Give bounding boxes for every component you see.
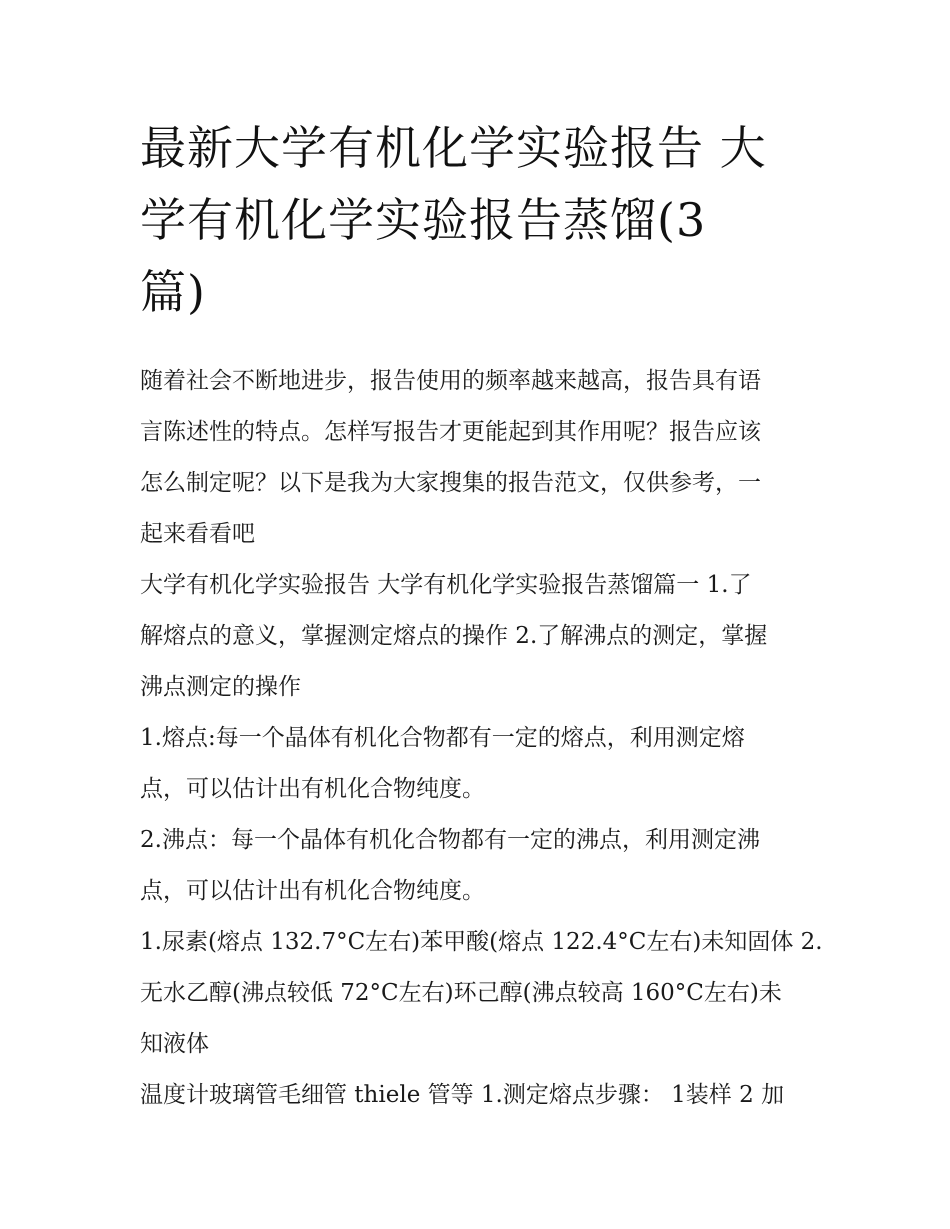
title-line: 最新大学有机化学实验报告 大 [140, 121, 767, 175]
body-line: 无水乙醇(沸点较低 72°C左右)环己醇(沸点较高 160°C左右)未 [140, 980, 782, 1006]
body-line: 点，可以估计出有机化合物纯度。 [140, 776, 485, 802]
body-line: 解熔点的意义，掌握测定熔点的操作 2.了解沸点的测定，掌握 [140, 623, 768, 649]
body-line: 2.沸点：每一个晶体有机化合物都有一定的沸点，利用测定沸 [140, 827, 760, 853]
body-line: 点，可以估计出有机化合物纯度。 [140, 878, 485, 904]
body-line: 1.尿素(熔点 132.7°C左右)苯甲酸(熔点 122.4°C左右)未知固体 2. [140, 929, 823, 955]
body-line: 随着社会不断地进步，报告使用的频率越来越高，报告具有语 [140, 368, 761, 394]
body-line: 怎么制定呢？以下是我为大家搜集的报告范文，仅供参考，一 [140, 470, 761, 496]
body-line: 言陈述性的特点。怎样写报告才更能起到其作用呢？报告应该 [140, 419, 761, 445]
document-title [140, 112, 820, 328]
body-line: 大学有机化学实验报告 大学有机化学实验报告蒸馏篇一 1.了 [140, 572, 752, 598]
body-line: 沸点测定的操作 [140, 674, 301, 700]
body-line: 1.熔点:每一个晶体有机化合物都有一定的熔点，利用测定熔 [140, 725, 745, 751]
title-line: 学有机化学实验报告蒸馏(3 [140, 193, 707, 247]
body-line: 温度计玻璃管毛细管 thiele 管等 1.测定熔点步骤： 1装样 2 加 [140, 1082, 785, 1108]
body-line: 起来看看吧 [140, 521, 255, 547]
document-body [140, 356, 823, 1121]
body-line: 知液体 [140, 1031, 209, 1057]
title-line: 篇) [140, 265, 206, 319]
